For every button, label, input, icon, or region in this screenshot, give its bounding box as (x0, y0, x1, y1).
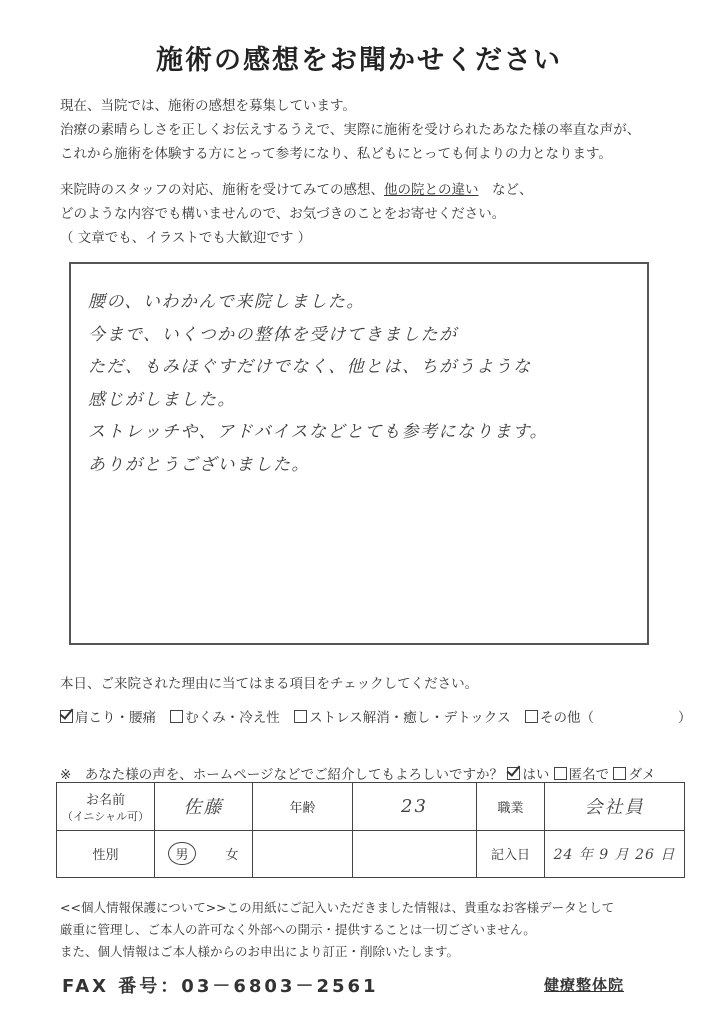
intro-line: これから施術を体験する方にとって参考になり、私どもにとっても何よりの力となります。 (60, 146, 612, 162)
checkbox-no[interactable] (613, 767, 626, 780)
publish-question: ※ あなた様の声を、ホームページなどでご紹介してもよろしいですか？ (60, 767, 504, 783)
reason-label: ストレス解消・癒し・デトックス (309, 710, 511, 726)
clinic-name: 健療整体院 (544, 976, 625, 994)
feedback-line: ストレッチや、アドバイスなどとても参考になります。 (88, 422, 549, 442)
name-label: お名前 (85, 792, 125, 808)
date-field[interactable] (545, 830, 685, 878)
intro-line: 治療の素晴らしさを正しくお伝えするうえで、実際に施術を受けられたあなた様の率直な声が、 (60, 122, 641, 138)
privacy-notice (60, 897, 614, 963)
request-text (60, 178, 533, 250)
feedback-line: 今まで、いくつかの整体を受けてきましたが (88, 324, 458, 345)
checkbox-stress[interactable] (294, 710, 307, 723)
privacy-line: 厳重に管理し、ご本人の許可なく外部への開示・提供することは一切ございません。 (60, 922, 536, 937)
request-line-part: など、 (492, 182, 533, 198)
name-label-cell (57, 783, 155, 831)
publish-option: ダメ (628, 767, 656, 783)
request-underlined: 他の院との違い (384, 182, 479, 198)
age-label: 年齢 (253, 783, 353, 831)
name-value: 佐藤 (183, 797, 224, 819)
reason-checklist (60, 706, 691, 726)
job-value: 会社員 (584, 797, 645, 819)
request-line-part: 来院時のスタッフの対応、施術を受けてみての感想、 (60, 182, 384, 198)
empty-cell (253, 830, 353, 878)
page-title: 施術の感想をお聞かせください (156, 45, 562, 76)
job-field[interactable] (545, 783, 685, 831)
date-label: 記入日 (477, 830, 545, 878)
publish-option: はい (522, 767, 550, 783)
request-line: どのような内容でも構いませんので、お気づきのことをお寄せください。 (60, 206, 506, 222)
job-label: 職業 (477, 783, 545, 831)
gender-male[interactable]: 男 (168, 842, 195, 865)
checkbox-other[interactable] (525, 710, 538, 723)
privacy-line: <<個人情報保護について>>この用紙にご記入いただきました情報は、貴重なお客様データとして (60, 900, 615, 915)
publish-question-row (60, 763, 655, 783)
request-line: （ 文章でも、イラストでも大歓迎です ） (60, 230, 312, 246)
feedback-line: 感じがしました。 (88, 389, 236, 410)
reason-label: その他（ (539, 710, 594, 726)
checkbox-swelling[interactable] (170, 710, 183, 723)
gender-female[interactable]: 女 (225, 848, 239, 864)
intro-text (60, 94, 640, 166)
feedback-line: ただ、もみほぐすだけでなく、他とは、ちがうような (88, 357, 532, 377)
gender-field[interactable] (155, 830, 253, 878)
publish-option: 匿名で (568, 767, 610, 783)
checkbox-anonymous[interactable] (554, 767, 567, 780)
info-table (56, 782, 685, 878)
handwritten-feedback (88, 286, 548, 481)
privacy-line: また、個人情報はご本人様からのお申出により訂正・削除いたします。 (60, 944, 460, 959)
reason-close: ） (677, 710, 692, 726)
date-value: 24 年 9 月 26 日 (553, 846, 676, 863)
feedback-line: 腰の、いわかんで来院しました。 (88, 292, 365, 312)
age-field[interactable] (353, 783, 477, 831)
request-line (60, 178, 533, 202)
intro-line: 現在、当院では、施術の感想を募集しています。 (60, 98, 356, 114)
fax-number: FAX 番号：03－6803－2561 (62, 976, 379, 997)
checkbox-shoulder-back[interactable] (60, 710, 73, 723)
gender-label: 性別 (57, 830, 155, 878)
reason-label: むくみ・冷え性 (185, 710, 280, 726)
feedback-line: ありがとうございました。 (88, 454, 310, 475)
reason-label: 肩こり・腰痛 (75, 710, 156, 726)
checkbox-yes[interactable] (507, 767, 520, 780)
reason-question: 本日、ご来院された理由に当てはまる項目をチェックしてください。 (60, 676, 479, 692)
name-field[interactable] (155, 783, 253, 831)
age-value: 23 (401, 795, 428, 817)
name-sublabel: （イニシャル可） (61, 809, 150, 823)
empty-cell (353, 830, 477, 878)
